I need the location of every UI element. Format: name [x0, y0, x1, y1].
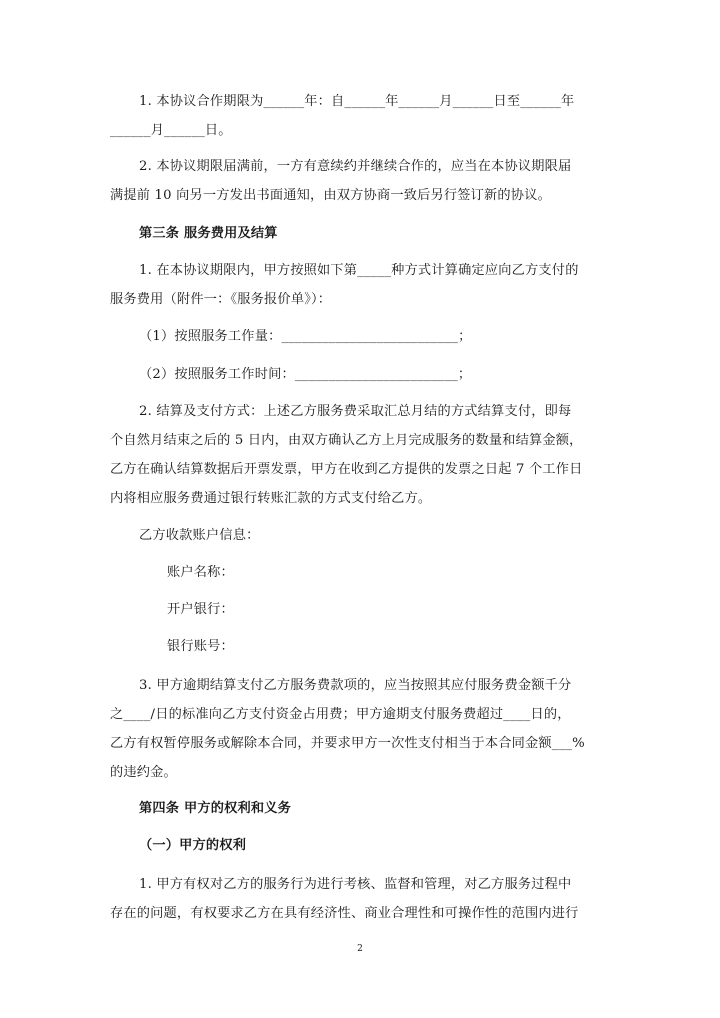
renewal-line-2: 满提前 10 向另一方发出书面通知，由双方协商一致后另行签订新的协议。 — [110, 188, 551, 203]
late-payment-line-4: 的违约金。 — [110, 765, 177, 780]
renewal-line-1: 2. 本协议期限届满前，一方有意续约并继续合作的，应当在本协议期限届 — [139, 159, 572, 174]
late-payment-line-3: 乙方有权暂停服务或解除本合同，并要求甲方一次性支付相当于本合同金额___% — [110, 736, 585, 751]
term-duration-line-2: ______月______日。 — [110, 123, 232, 138]
fee-method-line-2: 服务费用（附件一：《服务报价单》）： — [110, 292, 332, 307]
late-payment-line-2: 之____/日的标准向乙方支付资金占用费；甲方逾期支付服务费超过____日的， — [110, 707, 571, 722]
account-number-label: 银行账号： — [167, 639, 234, 654]
bank-name-label: 开户银行： — [167, 602, 234, 617]
late-payment-line-1: 3. 甲方逾期结算支付乙方服务费款项的，应当按照其应付服务费金额千分 — [139, 678, 572, 693]
settlement-line-1: 2. 结算及支付方式：上述乙方服务费采取汇总月结的方式结算支付，即每 — [139, 404, 572, 419]
account-name-label: 账户名称： — [167, 565, 234, 580]
term-duration-line-1: 1. 本协议合作期限为______年：自______年______月______日至______年 — [139, 94, 575, 109]
party-a-rights-line-2: 存在的问题，有权要求乙方在具有经济性、商业合理性和可操作性的范围内进行 — [110, 906, 579, 921]
settlement-line-2: 个自然月结束之后的 5 日内，由双方确认乙方上月完成服务的数量和结算金额， — [110, 433, 583, 448]
account-info-heading: 乙方收款账户信息： — [139, 528, 260, 543]
fee-option-worktime: （2）按照服务工作时间：________________________； — [139, 367, 472, 382]
fee-method-line-1: 1. 在本协议期限内，甲方按照如下第_____种方式计算确定应向乙方支付的 — [139, 263, 579, 278]
fee-option-workload: （1）按照服务工作量：__________________________； — [139, 329, 472, 344]
article-3-heading: 第三条 服务费用及结算 — [139, 226, 278, 241]
page-number: 2 — [357, 944, 363, 954]
article-4-heading: 第四条 甲方的权利和义务 — [139, 801, 292, 816]
party-a-rights-heading: （一）甲方的权利 — [139, 838, 247, 853]
party-a-rights-line-1: 1. 甲方有权对乙方的服务行为进行考核、监督和管理，对乙方服务过程中 — [139, 877, 572, 892]
settlement-line-4: 内将相应服务费通过银行转账汇款的方式支付给乙方。 — [110, 491, 432, 506]
settlement-line-3: 乙方在确认结算数据后开票发票，甲方在收到乙方提供的发票之日起 7 个工作日 — [110, 462, 583, 477]
